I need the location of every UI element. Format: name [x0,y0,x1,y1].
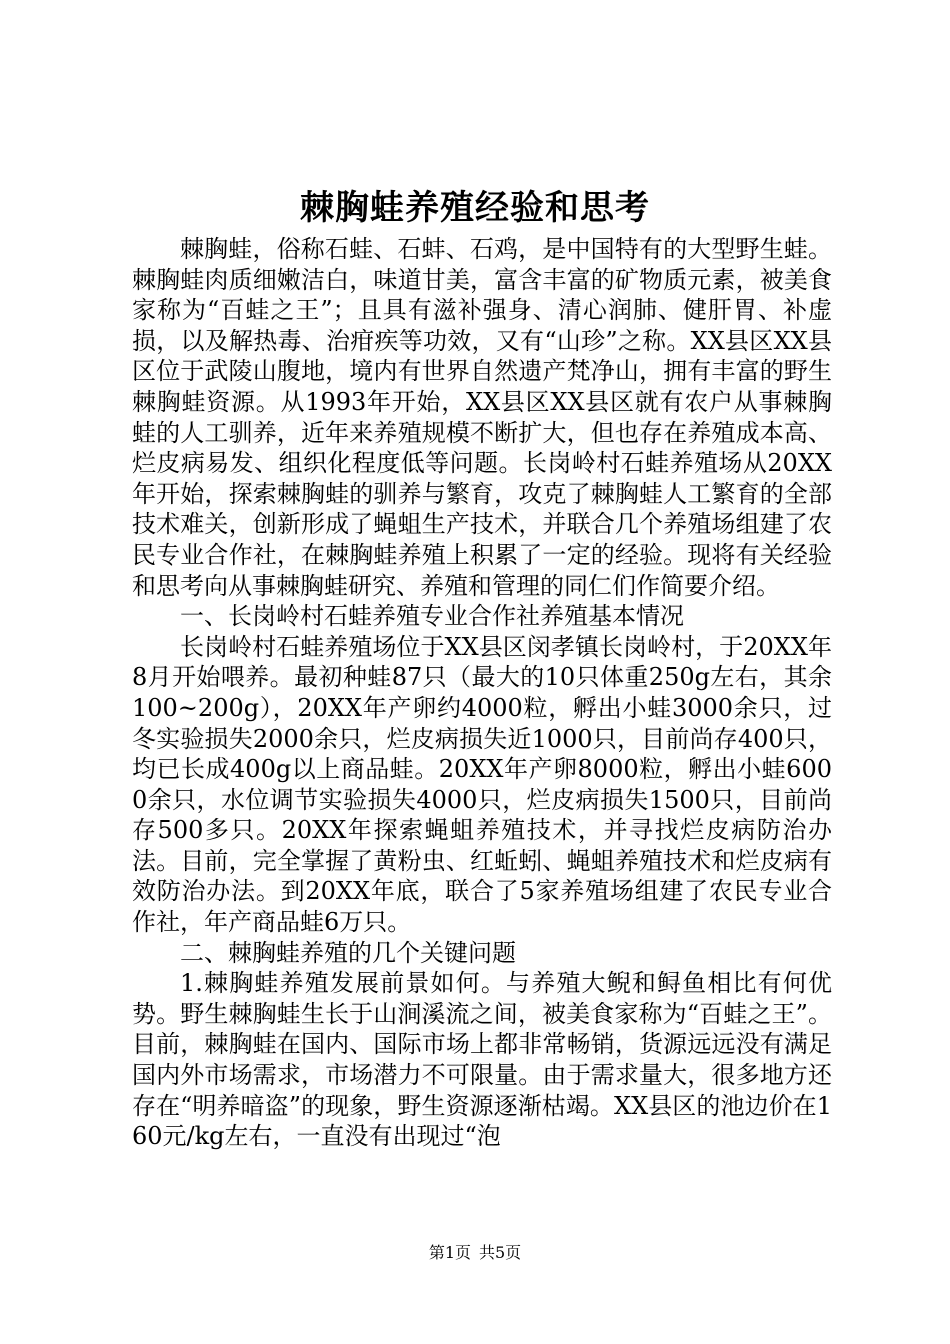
paragraph-key-issue-1: 1.棘胸蛙养殖发展前景如何。与养殖大鲵和鲟鱼相比有何优势。野生棘胸蛙生长于山涧溪流之间，被美食家称为“百蛙之王”。目前，棘胸蛙在国内、国际市场上都非常畅销，货源远远没有满足国内外市场需求，市场潜力不可限量。由于需求量大，很多地方还存在“明养暗盗”的现象，野生资源逐渐枯竭。XX县区的池边价在160元/kg左右，一直没有出现过“泡 [132,969,832,1151]
document-title: 棘胸蛙养殖经验和思考 [300,188,650,228]
section-heading-2: 二、棘胸蛙养殖的几个关键问题 [180,938,516,967]
page-footer [0,1242,950,1264]
section-heading-1: 一、长岗岭村石蛙养殖专业合作社养殖基本情况 [180,602,684,631]
document-body [132,234,832,1152]
paragraph-intro: 棘胸蛙，俗称石蛙、石蚌、石鸡，是中国特有的大型野生蛙。棘胸蛙肉质细嫩洁白，味道甘美，富含丰富的矿物质元素，被美食家称为“百蛙之王”；且具有滋补强身、清心润肺、健肝胃、补虚损，以及解热毒、治疳疾等功效，又有“山珍”之称。XX县区XX县区位于武陵山腹地，境内有世界自然遗产梵净山，拥有丰富的野生棘胸蛙资源。从1993年开始，XX县区XX县区就有农户从事棘胸蛙的人工驯养，近年来养殖规模不断扩大，但也存在养殖成本高、烂皮病易发、组织化程度低等问题。长岗岭村石蛙养殖场从20XX年开始，探索棘胸蛙的驯养与繁育，攻克了棘胸蛙人工繁育的全部技术难关，创新形成了蝇蛆生产技术，并联合几个养殖场组建了农民专业合作社，在棘胸蛙养殖上积累了一定的经验。现将有关经验和思考向从事棘胸蛙研究、养殖和管理的同仁们作简要介绍。 [132,235,832,600]
page-number: 第1页 [428,1243,471,1262]
paragraph-basic-situation: 长岗岭村石蛙养殖场位于XX县区闵孝镇长岗岭村，于20XX年8月开始喂养。最初种蛙87只（最大的10只体重250g左右，其余100~200g），20XX年产卵约4000粒，孵出小蛙3000余只，过冬实验损失2000余只，烂皮病损失近1000只，目前尚存400只，均已长成400g以上商品蛙。20XX年产卵8000粒，孵出小蛙6000余只，水位调节实验损失4000只，烂皮病损失1500只，目前尚存500多只。20XX年探索蝇蛆养殖技术，并寻找烂皮病防治办法。目前，完全掌握了黄粉虫、红蚯蚓、蝇蛆养殖技术和烂皮病有效防治办法。到20XX年底，联合了5家养殖场组建了农民专业合作社，年产商品蛙6万只。 [132,632,832,937]
page-total: 共5页 [479,1243,522,1262]
